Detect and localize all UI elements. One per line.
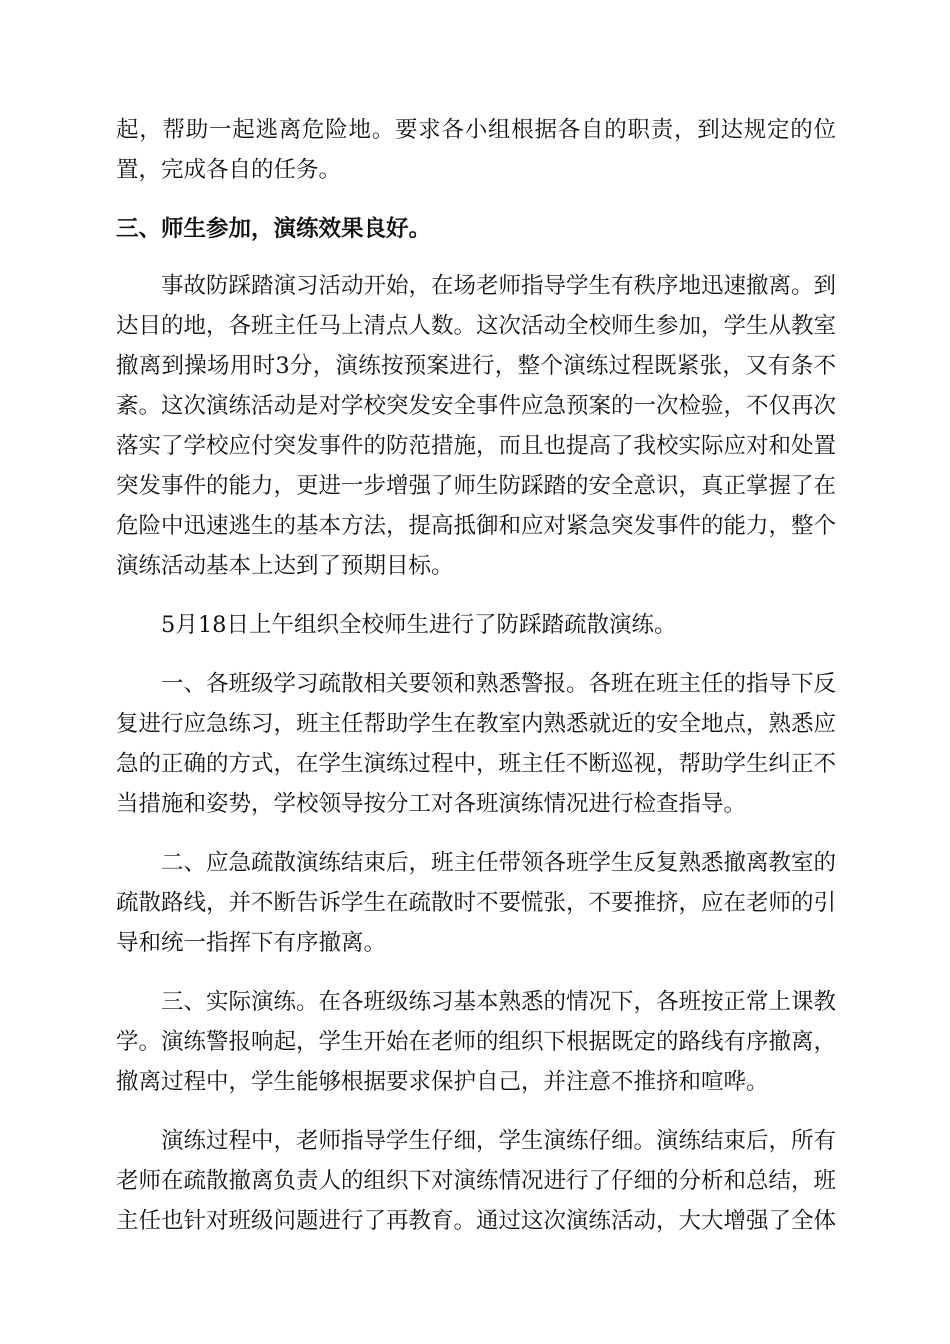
paragraph-step-one: 一、各班级学习疏散相关要领和熟悉警报。各班在班主任的指导下反复进行应急练习，班主任帮助学生在教室内熟悉就近的安全地点，熟悉应急的正确的方式，在学生演练过程中，班主任不断巡视，帮助学生纠正不当措施和姿势，学校领导按分工对各班演练情况进行检查指导。	[116, 671, 837, 817]
paragraph-step-two: 二、应急疏散演练结束后，班主任带领各班学生反复熟悉撤离教室的疏散路线，并不断告诉学生在疏散时不要慌张，不要推挤，应在老师的引导和统一指挥下有序撤离。	[116, 850, 837, 956]
section-heading: 三、师生参加，演练效果良好。	[116, 216, 432, 242]
document-body	[116, 110, 836, 1260]
paragraph-continuation: 起，帮助一起逃离危险地。要求各小组根据各自的职责，到达规定的位置，完成各自的任务。	[116, 117, 836, 183]
paragraph-summary: 演练过程中，老师指导学生仔细，学生演练仔细。演练结束后，所有老师在疏散撤离负责人的组织下对演练情况进行了仔细的分析和总结，班主任也针对班级问题进行了再教育。通过这次演练活动，大大增强了全体	[116, 1128, 837, 1234]
paragraph-drill-date: 5月18日上午组织全校师生进行了防踩踏疏散演练。	[161, 612, 677, 638]
paragraph-drill-result: 事故防踩踏演习活动开始，在场老师指导学生有秩序地迅速撤离。到达目的地，各班主任马上清点人数。这次活动全校师生参加，学生从教室撤离到操场用时3分，演练按预案进行，整个演练过程既紧张，又有条不紊。这次演练活动是对学校突发安全事件应急预案的一次检验，不仅再次落实了学校应付突发事件的防范措施，而且也提高了我校实际应对和处置突发事件的能力，更进一步增强了师生防踩踏的安全意识，真正掌握了在危险中迅速逃生的基本方法，提高抵御和应对紧急突发事件的能力，整个演练活动基本上达到了预期目标。	[116, 273, 837, 579]
paragraph-step-three: 三、实际演练。在各班级练习基本熟悉的情况下，各班按正常上课教学。演练警报响起，学生开始在老师的组织下根据既定的路线有序撤离，撤离过程中，学生能够根据要求保护自己，并注意不推挤和喧哗。	[116, 989, 837, 1095]
